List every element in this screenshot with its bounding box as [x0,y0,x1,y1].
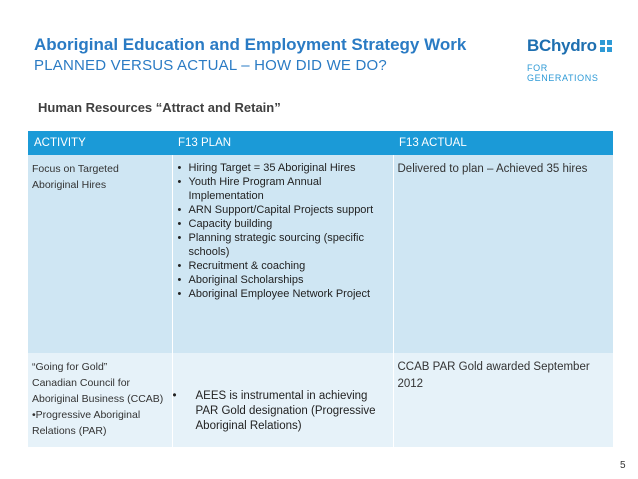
bchydro-logo [527,36,613,83]
header-plan: F13 PLAN [172,131,393,155]
table-header-row [28,131,613,155]
plan-item: • Recruitment & coaching [177,259,389,273]
activity-line: “Going for Gold” [32,361,108,373]
activity-line: Aboriginal Business (CCAB) [32,393,164,405]
section-title: Human Resources “Attract and Retain” [38,100,281,115]
plan-item: • Aboriginal Employee Network Project [177,287,389,301]
header-actual: F13 ACTUAL [393,131,613,155]
logo-wordmark [527,36,613,56]
activity-cell [28,353,172,447]
plan-item: • Capacity building [177,217,389,231]
plan-item: • Hiring Target = 35 Aboriginal Hires [177,161,389,175]
activity-line: Canadian Council for [32,377,131,389]
plan-item: • ARN Support/Capital Projects support [177,203,389,217]
slide-subtitle: PLANNED VERSUS ACTUAL – HOW DID WE DO? [34,57,387,74]
activity-line: •Progressive Aboriginal [32,409,141,421]
plan-item: • Youth Hire Program Annual Implementation [177,175,389,203]
actual-cell: Delivered to plan – Achieved 35 hires [393,155,613,353]
activity-line: Relations (PAR) [32,425,107,437]
logo-hydro: hydro [550,36,597,55]
activity-cell [28,155,172,353]
plan-item: • Planning strategic sourcing (specific schools) [177,231,389,259]
slide-title: Aboriginal Education and Employment Strategy Work [34,35,467,54]
plan-cell [172,155,393,353]
plan-item: • AEES is instrumental in achieving PAR Gold designation (Progressive Aboriginal Relations) [177,389,389,434]
actual-cell: CCAB PAR Gold awarded September 2012 [393,353,613,447]
logo-bc: BC [527,36,551,55]
activity-line: Aboriginal Hires [32,179,107,191]
plan-vs-actual-table [28,131,613,447]
plan-item: • Aboriginal Scholarships [177,273,389,287]
table-row [28,353,613,447]
logo-tagline: FOR GENERATIONS [527,63,599,83]
table-row [28,155,613,353]
logo-mark-icon [600,40,613,53]
plan-cell [172,353,393,447]
activity-line: Focus on Targeted [32,163,119,175]
plan-list [177,161,389,301]
page-number: 5 [620,460,626,471]
header-activity: ACTIVITY [28,131,172,155]
